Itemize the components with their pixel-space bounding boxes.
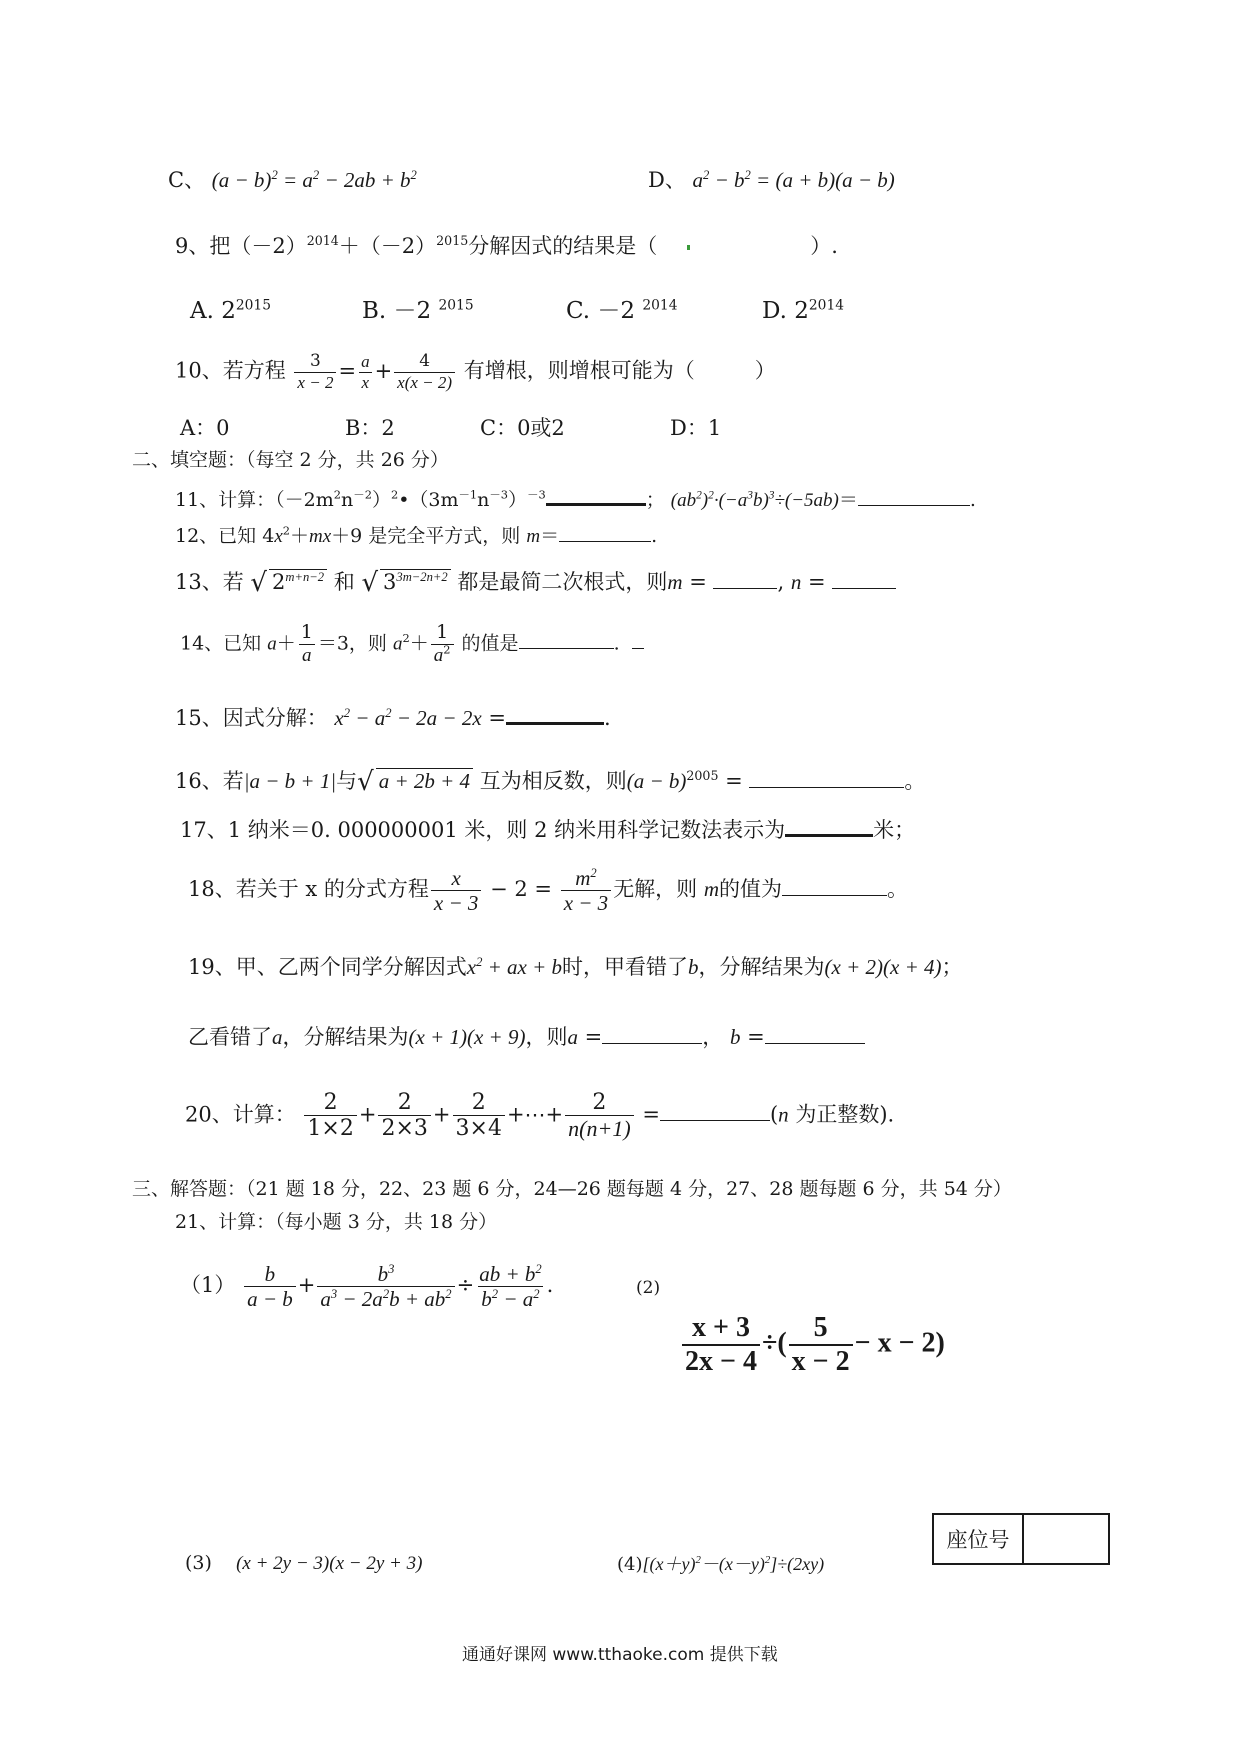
q20-note: 为正整数). (795, 1102, 895, 1127)
q13-blank-m[interactable] (713, 588, 777, 589)
q18-suffix2: 的值为 (719, 877, 783, 902)
q14-mark (632, 648, 644, 649)
q20-blank[interactable] (660, 1120, 770, 1121)
q18-end: 。 (887, 877, 909, 902)
q11-mid2: •（3m (398, 489, 459, 511)
q19-line1: 19、甲、乙两个同学分解因式$x^2$ + ax + b时，甲看错了b，分解结果为(x + 2)(x + 4)； (188, 955, 963, 979)
q12-mid: ＋ (290, 525, 310, 547)
q9-exp2: 2015 (436, 233, 469, 248)
seat-number-field[interactable] (1024, 1515, 1108, 1563)
section2-title: 二、填空题：（每空 2 分，共 26 分） (132, 449, 449, 471)
q18-prefix: 18、若关于 x 的分式方程 (188, 877, 429, 902)
q10-stem (175, 352, 776, 392)
q21-p1-label: （1） (180, 1273, 236, 1298)
q16: 16、若|a − b + 1|与√ a + 2b + 4 互为相反数，则$(a - b)^{2005}$ = 。 (175, 767, 926, 797)
q16-radical: a + 2b + 4 (376, 768, 473, 794)
q17-unit: 米； (873, 818, 916, 842)
q9-option-a: A. $2^{2015}$ (190, 297, 271, 324)
q19-mid: 时，甲看错了 (562, 955, 689, 979)
seat-number-box (932, 1513, 1110, 1565)
q18: 18、若关于 x 的分式方程 $\frac{x}{x - 3}$ − 2 = $\frac{m^2}{x - 3}$ 无解，则 m的值为 。 (188, 866, 909, 916)
q8-option-c (168, 168, 417, 193)
q21-part4: $(4)[(x+y)^2-(x-y)^2]\div(2xy)$ (617, 1554, 825, 1575)
q9-exp1: 2014 (306, 233, 339, 248)
q16-abs: |a − b + 1| (243, 769, 337, 793)
q12-prefix: 12、已知 4 (175, 525, 275, 547)
q13-and: 和 (333, 570, 355, 594)
q17-blank[interactable] (785, 834, 873, 837)
q19-end: ； (941, 955, 963, 979)
q14: 14、已知 a＋ $\frac{1}{a}$ ＝3，则 $a^2+$ $\frac{1}{a^2}$ 的值是 . (180, 622, 644, 667)
q21-p2-label: (2) (636, 1278, 661, 1298)
seat-number-label: 座位号 (934, 1515, 1024, 1563)
q9-option-d: D. $2^{2014}$ (762, 297, 845, 324)
q15-prefix: 15、因式分解： (175, 706, 328, 730)
q13: 13、若 √ $2^{m+n-2}$ 和 √ $3^{3m-2n+2}$ 都是最简二次根式，则m = , n = (175, 568, 896, 599)
q10-options (180, 416, 721, 441)
q19-line2-prefix: 乙看错了 (188, 1025, 272, 1049)
q11-blank-1[interactable] (546, 503, 646, 506)
q13-radical-2: $3^{3m-2n+2}$ (380, 569, 451, 595)
q21-title: 21、计算：（每小题 3 分，共 18 分） (175, 1211, 498, 1233)
q10-suffix: 有增根，则增根可能为（ (463, 358, 695, 383)
q21-part1: （1） $\frac{b}{a - b}$ + $\frac{b^3}{a^3 - 2a^2b + ab^2}$ ÷ $\frac{ab + b^2}{b^2 - a^2}$ . (180, 1262, 554, 1312)
q9-stem-suffix: 分解因式的结果是（ (468, 234, 658, 258)
q8-option-d (648, 168, 895, 193)
q14-blank[interactable] (519, 648, 614, 649)
q14-prefix: 14、已知 (180, 632, 262, 655)
q8-option-d-label: D、 (648, 168, 686, 192)
q11-sep: ； (645, 489, 665, 511)
q17-text: 17、1 纳米＝0. 000000001 米，则 2 纳米用科学记数法表示为 (180, 818, 786, 842)
answer-mark-icon (687, 245, 690, 250)
q12: 12、已知 $4x^2+mx+9$ 是完全平方式，则 m＝ . (175, 523, 658, 547)
q19-line2-mid2: ，则 (525, 1025, 568, 1049)
q14-suffix: 的值是 (461, 632, 519, 655)
section3-title: 三、解答题：（21 题 18 分，22、23 题 6 分，24—26 题每题 4 分，27、28 题每题 6 分，共 54 分） (132, 1178, 1012, 1200)
q11-blank-2[interactable] (858, 505, 970, 506)
q13-radical-1: $2^{m+n-2}$ (269, 569, 327, 595)
q9-stem (175, 234, 838, 259)
q11-formula-2: $(ab^2)^2\cdot(-a^3b)^3\div(-5ab)$ (670, 489, 839, 511)
q21-p3-label: (3) (185, 1552, 212, 1574)
q14-eq3: ＝3，则 (317, 632, 387, 655)
q16-prefix: 16、若 (175, 769, 244, 793)
q12-mid2: ＋9 是完全平方式，则 (331, 525, 521, 547)
q10-equation: $\frac{3}{x - 2}$ = $\frac{a}{x}$ + $\frac{4}{x(x - 2)}$ (292, 359, 463, 383)
q11-tail: ＝ (838, 489, 858, 511)
q17 (180, 818, 915, 843)
q13-blank-n[interactable] (832, 588, 896, 589)
q9-plus: ＋（－2） (338, 234, 437, 258)
q21-part2: $\frac{x + 3}{2x - 4}$ ÷( $\frac{5}{x - 2}$ − x − 2) (680, 1312, 945, 1378)
q10-option-b: B：2 (345, 416, 395, 440)
q19-mid2: ，分解结果为 (698, 955, 825, 979)
q16-exp: 2005 (686, 768, 719, 783)
q19-line2: 乙看错了a，分解结果为(x + 1)(x + 9)，则a = ， b = (188, 1025, 865, 1050)
q16-end: 。 (904, 769, 926, 793)
footer-credit: 通通好课网 www.tthaoke.com 提供下载 (462, 1645, 778, 1665)
q19-line2-mid: ，分解结果为 (282, 1025, 409, 1049)
q9-close: ）. (810, 234, 838, 258)
q19-prefix: 19、甲、乙两个同学分解因式 (188, 955, 467, 979)
q12-eq: ＝ (540, 525, 560, 547)
q9-stem-prefix: 9、把（－2） (175, 234, 307, 258)
q20: 20、计算： $\frac{2}{1\times 2}$ + $\frac{2}{2\times 3}$ + $\frac{2}{3\times 4}$ +⋯+ $\frac{2}{n(n+1)}$ = (n 为正整数). (185, 1090, 895, 1142)
q9-option-c: C. －2 $^{2014}$ (566, 297, 678, 324)
q19-blank-a[interactable] (602, 1043, 702, 1044)
q11: 11、计算：$(-2m^2n^{-2})^2•(3m^{-1}n^{-3})^{-3}$ ； $(ab^2)^2\cdot(-a^3b)^3\div(-5ab)=$ . (175, 487, 976, 511)
q11-end: ） (508, 489, 528, 511)
q9-option-b: B. －2 $^{2015}$ (362, 297, 474, 324)
q16-blank[interactable] (749, 787, 904, 788)
q8-option-c-label: C、 (168, 168, 206, 192)
q15-blank[interactable] (506, 722, 604, 725)
q13-m: m (667, 570, 683, 594)
q10-option-d: D：1 (670, 416, 722, 440)
q18-suffix: 无解，则 (613, 877, 698, 902)
q19-blank-b[interactable] (765, 1043, 865, 1044)
q12-blank[interactable] (559, 541, 651, 542)
q10-prefix: 10、若方程 (175, 358, 286, 383)
q10-close: ） (754, 358, 776, 383)
q11-mid: ） (371, 489, 391, 511)
q15-formula: $x^2 - a^2 - 2a - 2x$ (334, 706, 482, 730)
q13-suffix: 都是最简二次根式，则 (457, 570, 668, 594)
q21-part3: (3) (x + 2y − 3)(x − 2y + 3) (185, 1552, 423, 1574)
q16-suffix: 互为相反数，则 (479, 769, 627, 793)
q21-p4-label: (4) (617, 1554, 643, 1575)
q11-prefix: 11、计算：（－2m (175, 489, 334, 511)
q10-option-c: C：0或2 (480, 416, 565, 440)
q8-option-d-formula: $a^2 - b^2 = (a + b)(a - b)$ (692, 168, 895, 192)
q10-option-a: A：0 (180, 416, 230, 440)
q18-blank[interactable] (782, 895, 887, 896)
q15: 15、因式分解： $x^2 - a^2 - 2a - 2x$ = . (175, 706, 611, 730)
q13-n: n (790, 570, 802, 594)
q20-prefix: 20、计算： (185, 1102, 296, 1127)
q8-option-c-formula: $(a - b)^2 = a^2 - 2ab + b^2$ (211, 168, 417, 192)
q9-options (190, 298, 844, 326)
q16-with: 与 (336, 769, 358, 793)
q13-prefix: 13、若 (175, 570, 244, 594)
